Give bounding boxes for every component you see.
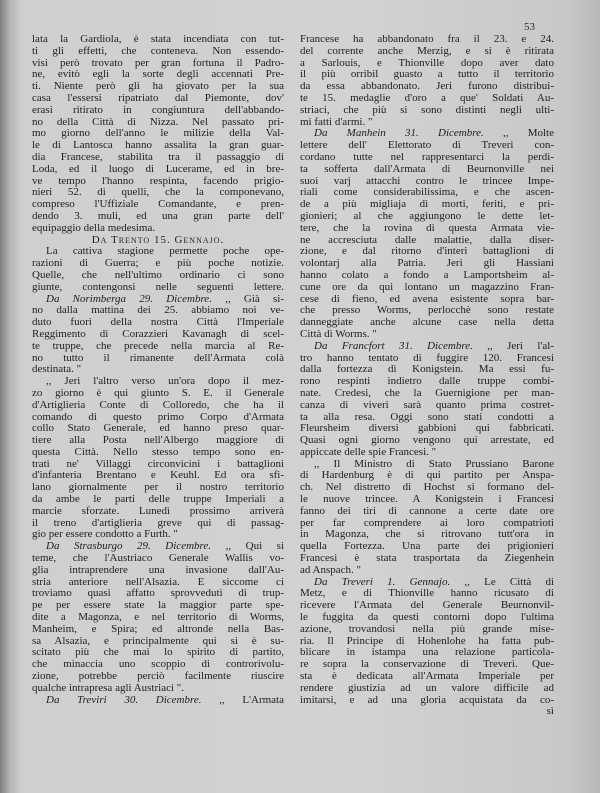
- text-line: Quasi ogni giorno vengono qui arrestate, ed: [300, 435, 554, 447]
- text-line: destinata. ": [32, 364, 82, 376]
- text-line: erasi ritirato in congiuntura dell'abbando-: [32, 104, 284, 116]
- text-line: sta è dedicata all'Armata Imperiale per: [300, 671, 554, 683]
- text-line: ricevere l'Armata del Generale Beurnonvil-: [300, 600, 554, 612]
- text-line: rono respinti indietro dalle truppe combi-: [300, 376, 554, 388]
- text-line: ,, Il Ministro di Stato Prussiano Barone: [314, 458, 554, 470]
- text-line: blicare in istampa una relazione particola-: [300, 647, 554, 659]
- text-line: il treno d'artiglieria greve qui di passag-: [32, 517, 284, 529]
- text-line: lata la Gardiola, è stata incendiata con tut-: [32, 34, 284, 45]
- text-line: ta alla resa. Oggi sono stati condotti a: [300, 411, 554, 423]
- text-line: de a più migliaja di morti, feriti, e pri-: [300, 199, 554, 211]
- text-fragment: ,, L'Armata: [219, 694, 284, 706]
- text-fragment: ,, Le Città di: [464, 576, 554, 588]
- text-line: dendo 3. muli, ed una gran parte dell': [32, 210, 284, 222]
- text-line: appiccate delle spie Francesi. ": [300, 446, 437, 458]
- text-line: dalla fortezza di Konigstein. Ma essi fu-: [300, 364, 554, 376]
- text-line: gio per essere condotto a Furth. ": [32, 529, 178, 541]
- text-line: Città di Worms. ": [300, 328, 377, 340]
- dateline: Da Treviri 30. Dicembre.: [46, 694, 202, 706]
- text-line: compreso l'Uffiziale Comandante, e pren-: [32, 199, 284, 211]
- text-line: dia Francese, stabilita tra il passaggio di: [32, 151, 284, 163]
- treveri-dispatch: [300, 577, 554, 707]
- text-line: che presso Worms, perlocchè sono restate: [300, 305, 554, 317]
- text-line: Metz, e di Thionville hanno ricusato di: [300, 588, 554, 600]
- text-line: no dalla mattina dei 25. abbiamo noi ve-: [32, 305, 284, 317]
- francfort-dispatch: [300, 341, 554, 577]
- norimberga-dispatch: [32, 294, 284, 542]
- treviri-continuation: [300, 34, 554, 128]
- text-line: tro hanno tentato di fuggire 120. Francesi: [300, 352, 554, 364]
- text-line: a Sarlouis, e Thionville dopo aver dato: [300, 57, 554, 69]
- text-line: dite a Magonza, e nel territorio di Worms,: [32, 612, 284, 624]
- text-line: collo Stato Generale, ed hanno preso quar-: [32, 423, 284, 435]
- text-line: equipaggio della medesima.: [32, 222, 156, 234]
- text-line: ,, Jeri l'altro verso un'ora dopo il mez-: [46, 376, 284, 388]
- text-line: da essa abbandonato. Jeri furono distribui-: [300, 81, 554, 93]
- text-line: [32, 541, 284, 553]
- text-line: canza di viveri sarà quanto prima costret-: [300, 399, 554, 411]
- trento-paragraph: [32, 246, 284, 293]
- text-line: no tutto il rimanente dell'Armata colà: [32, 352, 284, 364]
- text-line: Loda, ed il luogo di Lucerame, ed in bre-: [32, 163, 284, 175]
- text-line: questa Città. Nello stesso tempo sono en-: [32, 446, 284, 458]
- text-line: nieri 52. di quelli, che la componevano,: [32, 187, 284, 199]
- text-line: Fleursheim diversi gabbioni qui fabbricati.: [300, 423, 554, 435]
- text-line: duto fuori della nostra Città l'Imperiale: [32, 317, 284, 329]
- text-line: te 15. medaglie d'oro a que' Soldati Au-: [300, 92, 554, 104]
- dateline: Da Norimberga 29. Dicembre.: [46, 293, 212, 305]
- text-line: d'infanteria Brentano e Keuhl. Ed ora sfi-: [32, 470, 284, 482]
- text-line: razioni di Guerra; e più poche notizie.: [32, 258, 284, 270]
- text-line: La cattiva stagione permette poche ope-: [46, 246, 284, 258]
- text-line: ti gli effetti, che conteneva. Non essendo-: [32, 45, 284, 57]
- text-line: stria anteriore nell'Alsazia. E siccome ci: [32, 576, 284, 588]
- text-line: Quelle, che nell'ultimo ordinario ci sono: [32, 269, 284, 281]
- text-line: troviamo quasi affatto sprovveduti di trup-: [32, 588, 284, 600]
- text-line: teme, che l'Austriaco Generale Wallis vo-: [32, 553, 284, 565]
- text-line: lettere dell' Elettorato di Treveri con-: [300, 140, 554, 152]
- text-line: comando di questo primo Corpo d'Armata: [32, 411, 284, 423]
- text-line: rendere giustizia ad un valore difficile ad: [300, 682, 554, 694]
- text-line: [300, 577, 554, 589]
- text-line: le nuove trincee. A Konigstein i Francesi: [300, 494, 554, 506]
- text-line: qualche intrapresa agli Austriaci ".: [32, 682, 185, 694]
- text-line: volontarj alla Patria. Jeri gli Hassiani: [300, 258, 554, 270]
- text-line: glia intraprendere una invasione dall'Au-: [32, 564, 284, 576]
- text-line: del corrente anche Merzig, e si è ritirata: [300, 45, 554, 57]
- text-line: hanno colato a fondo a Lamportsheim al-: [300, 269, 554, 281]
- strasburgo-dispatch: [32, 541, 284, 694]
- text-line: Reggimento di Corazzieri Kavanagh di scel-: [32, 328, 284, 340]
- text-fragment: ,, Già si-: [225, 293, 284, 305]
- text-line: no della Città di Nizza. Nel passato pri-: [32, 116, 284, 128]
- text-line: di Hardenburg è di qui partito per Anspa-: [300, 470, 554, 482]
- dateline: Da Manhein 31. Dicembre.: [314, 128, 484, 140]
- text-line: [32, 695, 284, 707]
- catchword: sì: [546, 705, 554, 718]
- text-line: imitarsi, e ad una gloria acquistata da co-: [300, 694, 554, 706]
- text-line: ch. Nel distretto di Hochst si formano del-: [300, 482, 554, 494]
- text-line: te truppe, che precede nella marcia al Re-: [32, 340, 284, 352]
- text-line: tere, che la rovina di questa Armata vie-: [300, 222, 554, 234]
- text-line: ad Anspach. ": [300, 564, 362, 576]
- text-line: striaci, che più si sono distinti negli ulti-: [300, 104, 554, 116]
- text-line: mo giorno dell'anno le milizie della Val-: [32, 128, 284, 140]
- text-line: danneggiate anche alcune case nella detta: [300, 317, 554, 329]
- left-column: [32, 34, 284, 706]
- text-line: riali come considerabilissima, e che ascen-: [300, 187, 554, 199]
- text-line: per far comprendere ai loro compatrioti: [300, 517, 554, 529]
- text-line: ti. Niente però gli ha giovato per la sua: [32, 81, 284, 93]
- dateline: Da Treveri 1. Gennajo.: [314, 576, 451, 588]
- text-line: nate. Credesi, che la Guernigione per man-: [300, 387, 554, 399]
- text-line: azione, trovandosi nella più grande mise-: [300, 623, 554, 635]
- dateline: Da Strasburgo 29. Dicembre.: [46, 541, 212, 553]
- text-line: il più orribil guasto a tutto il territorio: [300, 69, 554, 81]
- text-line: cordano tutte nel rappresentarci la perdi-: [300, 151, 554, 163]
- text-line: lano giornalmente per il nostro territorio: [32, 482, 284, 494]
- text-line: [300, 128, 554, 140]
- section-heading-trento: Da Trento 15. Gennajo.: [91, 234, 225, 246]
- text-line: cese di fieno, ed avena esistente sopra bar-: [300, 293, 554, 305]
- text-line: re sopra la conservazione di Treveri. Que-: [300, 659, 554, 671]
- text-line: le fuggita da questi contorni dopo l'ultima: [300, 612, 554, 624]
- text-line: [32, 294, 284, 306]
- text-line: pe per essere state la maggior parte spe-: [32, 600, 284, 612]
- text-line: d'Artiglieria Conte di Colloredo, che ha il: [32, 399, 284, 411]
- nizza-paragraph: [32, 34, 284, 235]
- text-line: che minaccia uno scoppio di controrivolu-: [32, 659, 284, 671]
- text-fragment: ,, Qui si: [225, 541, 284, 553]
- text-line: ria. Il Principe di Hohenlohe ha fatta pub-: [300, 635, 554, 647]
- text-line: marcie sforzate. Lunedì prossimo arriverà: [32, 505, 284, 517]
- text-line: tiere alla Posta nell'Albergo maggiore di: [32, 435, 284, 447]
- dateline: Da Francfort 31. Dicembre.: [314, 340, 473, 352]
- text-line: Francesi è stata trasportata da Ziegenhein: [300, 553, 554, 565]
- text-line: Francese ha abbandonato fra il 23. e 24.: [300, 34, 554, 45]
- text-line: ne, evitò egli la sorte degli accennati Pre-: [32, 69, 284, 81]
- text-line: giunte, contengonsi nelle seguenti lettere.: [32, 281, 284, 293]
- text-line: zo giorno è qui giunto S. E. il Generale: [32, 387, 284, 399]
- text-line: le di Lantosca hanno assalita la gran guar-: [32, 140, 284, 152]
- text-line: zione, potrebbe perciò facilmente riuscire: [32, 671, 284, 683]
- text-line: visi però trovato per gran fortuna il Padro-: [32, 57, 284, 69]
- text-line: ve tempo l'hanno respinta, facendo prigio-: [32, 175, 284, 187]
- text-line: quella Fortezza. Una parte dei prigionieri: [300, 541, 554, 553]
- text-line: suoi varj attacchi contro le trincee Impe-: [300, 175, 554, 187]
- right-column: [300, 34, 554, 718]
- text-line: in Magonza, che si ritrovano tutt'ora in: [300, 529, 554, 541]
- text-line: scitato più che mai lo spirito di partito,: [32, 647, 284, 659]
- text-line: ne accresciuta dalle malattie, dalla diser-: [300, 234, 554, 246]
- text-line: cune ore da qui lontano un magazzino Fran-: [300, 281, 554, 293]
- manhein-dispatch: [300, 128, 554, 340]
- text-line: trati ne' Villaggi circonvicini i battaglioni: [32, 458, 284, 470]
- text-fragment: ,, Molte: [502, 128, 554, 140]
- text-fragment: ,, Jeri l'al-: [487, 340, 554, 352]
- text-line: da ambe le parti delle truppe Imperiali a: [32, 494, 284, 506]
- text-line: sa Alsazia, e principalmente qui si è su-: [32, 635, 284, 647]
- page-number: 53: [524, 21, 535, 33]
- text-line: Manheim, e Spira; ed altronde nella Bas-: [32, 623, 284, 635]
- text-line: fanno dei tiri di cannone a certe date ore: [300, 505, 554, 517]
- text-line: gionieri; al che aggiungono le dette let-: [300, 210, 554, 222]
- text-line: ta sofferta dall'Armata di Beurnonville nei: [300, 163, 554, 175]
- treviri-dispatch: [32, 695, 284, 707]
- text-line: casa l'essersi ripatriato dal Piemonte, dov': [32, 92, 284, 104]
- text-line: zione, e dal ritorno d'interi battaglioni di: [300, 246, 554, 258]
- text-line: mi fatti d'armi. ": [300, 116, 373, 128]
- text-line: [300, 341, 554, 353]
